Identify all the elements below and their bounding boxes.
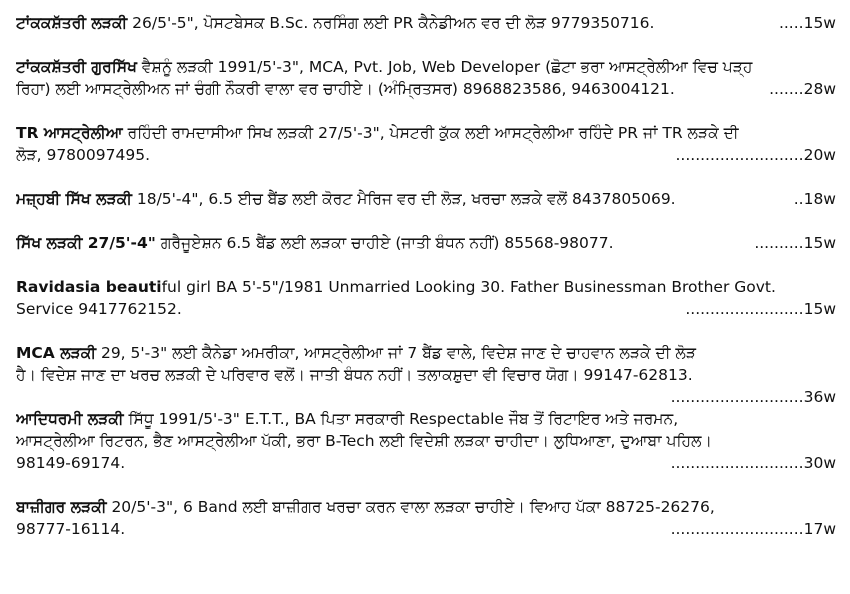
classified-ads-page bbox=[16, 12, 836, 540]
ad-entry bbox=[16, 408, 836, 474]
ad-entry bbox=[16, 496, 836, 540]
ad-line: ਲੋੜ, 9780097495. bbox=[16, 146, 150, 164]
ad-line: ਰਿਹਾ) ਲਈ ਆਸਟ੍ਰੇਲੀਅਨ ਜਾਂ ਚੰਗੀ ਨੌਕਰੀ ਵਾਲਾ ਵਰ ਚਾਹੀਏ। (ਅੰਮ੍ਰਿਤਸਰ) 8968823586, 9463004121. bbox=[16, 80, 675, 98]
ad-entry bbox=[16, 56, 836, 100]
ad-entry bbox=[16, 12, 836, 34]
ad-entry bbox=[16, 188, 836, 210]
ad-line: 98777-16114. bbox=[16, 520, 126, 538]
ad-code: ...........................36w bbox=[670, 388, 836, 406]
ad-line bbox=[16, 496, 836, 518]
ad-text: ful girl BA 5'-5"/1981 Unmarried Looking 30. Father Businessman Brother Govt. bbox=[161, 278, 776, 296]
ad-line bbox=[16, 276, 836, 298]
ad-line bbox=[16, 122, 836, 144]
ad-code: .....15w bbox=[778, 14, 836, 32]
ad-heading: MCA ਲੜਕੀ bbox=[16, 344, 97, 362]
ad-text: ਰਹਿੰਦੀ ਰਾਮਦਾਸੀਆ ਸਿਖ ਲੜਕੀ 27/5'-3", ਪੇਸਟਰੀ ਕੁੱਕ ਲਈ ਆਸਟ੍ਰੇਲੀਆ ਰਹਿੰਦੇ PR ਜਾਂ TR ਲੜਕੇ ਦੀ bbox=[122, 124, 739, 142]
ad-heading: ਬਾਜ਼ੀਗਰ ਲੜਕੀ bbox=[16, 498, 107, 516]
ad-text: ਸਿੱਧੂ 1991/5'-3" E.T.T., BA ਪਿਤਾ ਸਰਕਾਰੀ Respectable ਜੌਬ ਤੋਂ ਰਿਟਾਇਰ ਅਤੇ ਜਰਮਨ, bbox=[123, 410, 679, 428]
ad-line: 98149-69174. bbox=[16, 454, 126, 472]
ad-line bbox=[16, 188, 786, 210]
ad-line: Service 9417762152. bbox=[16, 300, 182, 318]
ad-line bbox=[16, 56, 836, 78]
ad-entry bbox=[16, 276, 836, 320]
ad-text: 26/5'-5", ਪੋਸਟਬੇਸਕ B.Sc. ਨਰਸਿੰਗ ਲਈ PR ਕੈਨੇਡੀਅਨ ਵਰ ਦੀ ਲੋੜ 9779350716. bbox=[127, 14, 655, 32]
ad-heading: ਮਜ਼੍ਹਬੀ ਸਿੱਖ ਲੜਕੀ bbox=[16, 190, 132, 208]
ad-text: 20/5'-3", 6 Band ਲਈ ਬਾਜ਼ੀਗਰ ਖਰਚਾ ਕਰਨ ਵਾਲਾ ਲੜਕਾ ਚਾਹੀਏ। ਵਿਆਹ ਪੱਕਾ 88725-26276, bbox=[106, 498, 715, 516]
ad-entry bbox=[16, 122, 836, 166]
ad-text: 18/5'-4", 6.5 ਈਚ ਬੈਂਡ ਲਈ ਕੋਰਟ ਮੈਰਿਜ ਵਰ ਦੀ ਲੋੜ, ਖਰਚਾ ਲੜਕੇ ਵਲੋਂ 8437805069. bbox=[131, 190, 676, 208]
ad-text: 29, 5'-3" ਲਈ ਕੈਨੇਡਾ ਅਮਰੀਕਾ, ਆਸਟ੍ਰੇਲੀਆ ਜਾਂ 7 ਬੈਂਡ ਵਾਲੇ, ਵਿਦੇਸ਼ ਜਾਣ ਦੇ ਚਾਹਵਾਨ ਲੜਕੇ ਦੀ ਲੋੜ bbox=[96, 344, 697, 362]
ad-code: .......28w bbox=[769, 80, 836, 98]
ad-heading: ਆਦਿਧਰਮੀ ਲੜਕੀ bbox=[16, 410, 124, 428]
ad-heading: ਸਿੱਖ ਲੜਕੀ 27/5'-4" bbox=[16, 234, 156, 252]
ad-heading: TR ਆਸਟ੍ਰੇਲੀਆ bbox=[16, 124, 123, 142]
ad-text: ਵੈਸ਼ਨੂੰ ਲੜਕੀ 1991/5'-3", MCA, Pvt. Job, Web Developer (ਛੋਟਾ ਭਰਾ ਆਸਟ੍ਰੇਲੀਆ ਵਿਚ ਪੜ੍ਹ bbox=[136, 58, 753, 76]
ad-code: ..........15w bbox=[754, 234, 836, 252]
ad-code: ...........................30w bbox=[670, 454, 836, 472]
ad-code: ........................15w bbox=[685, 300, 836, 318]
ad-text: ਗਰੈਜੂਏਸ਼ਨ 6.5 ਬੈਂਡ ਲਈ ਲੜਕਾ ਚਾਹੀਏ (ਜਾਤੀ ਬੰਧਨ ਨਹੀਂ) 85568-98077. bbox=[155, 234, 614, 252]
ad-heading: ਟਾਂਕਕਸ਼ੱਤਰੀ ਗੁਰਸਿੱਖ bbox=[16, 58, 137, 76]
ad-entry bbox=[16, 342, 836, 406]
ad-heading: ਟਾਂਕਕਸ਼ੱਤਰੀ ਲੜਕੀ bbox=[16, 14, 128, 32]
ad-code: ..........................20w bbox=[675, 146, 836, 164]
ad-code: ..18w bbox=[793, 190, 836, 208]
ad-line: ਹੈ। ਵਿਦੇਸ਼ ਜਾਣ ਦਾ ਖਰਚ ਲੜਕੀ ਦੇ ਪਰਿਵਾਰ ਵਲੋਂ। ਜਾਤੀ ਬੰਧਨ ਨਹੀਂ। ਤਲਾਕਸ਼ੁਦਾ ਵੀ ਵਿਚਾਰ ਯੋਗ। 99147-62813. bbox=[16, 366, 693, 384]
ad-code: ...........................17w bbox=[670, 520, 836, 538]
ad-line bbox=[16, 408, 836, 430]
ad-line bbox=[16, 232, 736, 254]
ad-heading: Ravidasia beauti bbox=[16, 278, 162, 296]
ad-entry bbox=[16, 232, 836, 254]
ad-line bbox=[16, 12, 716, 34]
ad-line: ਆਸਟ੍ਰੇਲੀਆ ਰਿਟਰਨ, ਭੈਣ ਆਸਟ੍ਰੇਲੀਆ ਪੱਕੀ, ਭਰਾ B-Tech ਲਈ ਵਿਦੇਸ਼ੀ ਲੜਕਾ ਚਾਹੀਦਾ। ਲੁਧਿਆਣਾ, ਦੁਆਬਾ ਪਹਿਲ। bbox=[16, 432, 712, 450]
ad-line bbox=[16, 342, 836, 364]
